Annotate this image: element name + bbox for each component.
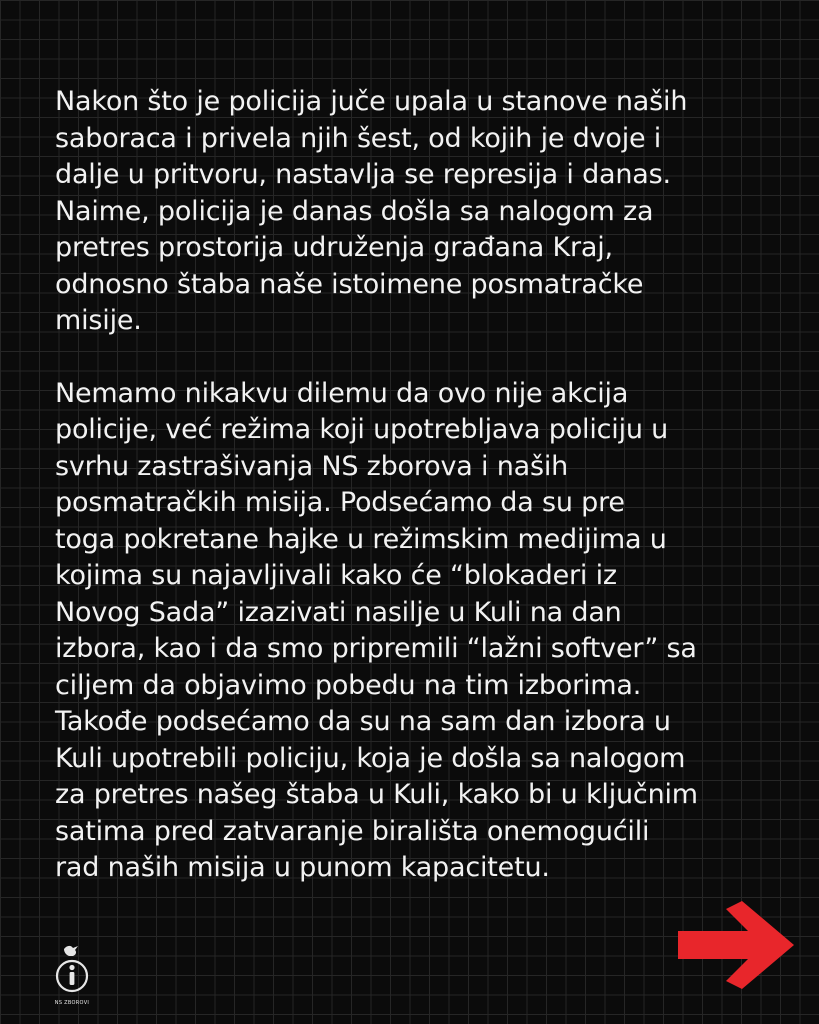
ns-zborovi-logo [50, 942, 94, 1008]
post-text-block [55, 84, 785, 887]
post-paragraph-1: Nakon što je policija juče upala u stanove naših saboraca i privela njih šest, od kojih je dvoje i dalje u pritvoru, nastavlja se represija i danas. Naime, policija je danas došla sa nalogom za pretres prostorija udruženja građana Kraj, odnosno štaba naše istoimene posmatračke misije. [55, 86, 688, 336]
arrow-right-icon[interactable] [676, 899, 796, 991]
post-paragraph-2: Nemamo nikakvu dilemu da ovo nije akcija policije, već režima koji upotrebljava policiju u svrhu zastrašivanja NS zborova i naših posmatračkih misija. Podsećamo da su pre toga pokretane hajke u režimskim medijima u kojima su najavljivali kako će “blokaderi iz Novog Sada” izazivati nasilje u Kuli na dan izbora, kao i da smo pripremili “lažni softver” sa ciljem da objavimo pobedu na tim izborima. Takođe podsećamo da su na sam dan izbora u Kuli upotrebili policiju, koja je došla sa nalogom za pretres našeg štaba u Kuli, kako bi u ključnim satima pred zatvaranje birališta onemogućili rad naših misija u punom kapacitetu. [55, 377, 698, 883]
bird-exclamation-logo-icon [50, 942, 94, 1000]
logo-label: NS ZBOROVI [54, 1000, 90, 1006]
